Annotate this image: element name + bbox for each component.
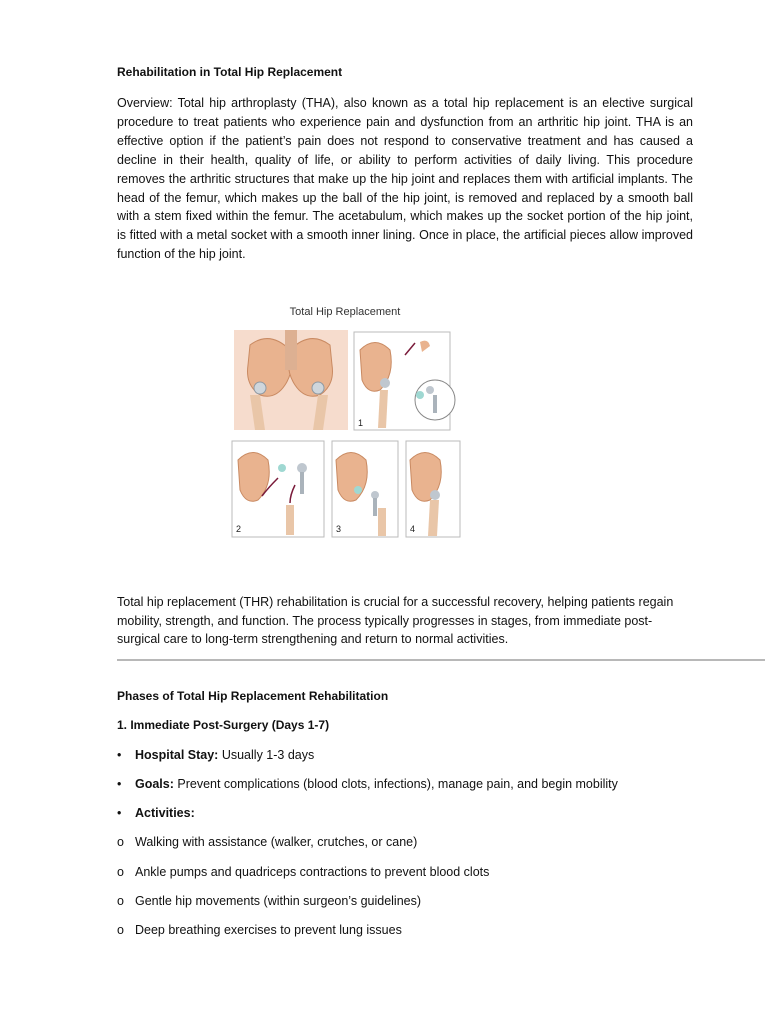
section-divider [117, 659, 765, 661]
panel-3 [332, 441, 398, 537]
subitem-text: Gentle hip movements (within surgeon’s guidelines) [135, 894, 422, 908]
overview-paragraph: Overview: Total hip arthroplasty (THA), also known as a total hip replacement is an elective surgical procedure to treat patients who experience pain and dysfunction from an arthritic hip joint. THA is an effective option if the patient’s pain does not respond to conservative treatment and has caused a decline in their health, quality of life, or ability to perform activities of daily living. This procedure removes the arthritic structures that make up the hip joint and replaces them with artificial implants. The head of the femur, which makes up the ball of the hip joint, is removed and replaced by a smooth ball with a stem fixed within the femur. The acetabulum, which makes up the socket portion of the hip joint, is fitted with a metal socket with a smooth inner lining. Once in place, the artificial pieces allow improved function of the hip joint. [117, 96, 693, 262]
panel-label-1: 1 [358, 418, 364, 428]
panel-label-3: 3 [336, 524, 342, 534]
bullet-text: Prevent complications (blood clots, infections), manage pain, and begin mobility [173, 777, 618, 791]
subitem-mark: o [117, 835, 124, 849]
panel-4 [406, 441, 460, 537]
subitem-mark: o [117, 865, 124, 879]
phase1-heading: 1. Immediate Post-Surgery (Days 1-7) [117, 718, 330, 732]
intro-paragraph: Total hip replacement (THR) rehabilitation is crucial for a successful recovery, helping patients regain mobility, strength, and function. The process typically progresses in stages, from immediate post-surgical care to long-term strengthening and return to normal activities. [117, 595, 674, 647]
bullet-label: Activities: [135, 806, 195, 820]
bullet-label: Goals: [135, 777, 174, 791]
bullet-mark: • [117, 777, 122, 791]
subitem-text: Deep breathing exercises to prevent lung issues [135, 923, 402, 937]
hip-replacement-illustration [230, 300, 462, 538]
panel-label-2: 2 [236, 524, 242, 534]
panel-label-4: 4 [410, 524, 416, 534]
subitem-mark: o [117, 923, 124, 937]
panel-1 [354, 332, 455, 430]
subitem-mark: o [117, 894, 124, 908]
subitem-text: Walking with assistance (walker, crutches, or cane) [135, 835, 418, 849]
bullet-label: Hospital Stay: [135, 748, 219, 762]
document-title: Rehabilitation in Total Hip Replacement [117, 65, 343, 79]
figure-title: Total Hip Replacement [289, 306, 401, 318]
phases-heading: Phases of Total Hip Replacement Rehabilitation [117, 689, 389, 703]
bullet-mark: • [117, 748, 122, 762]
bullet-text: Usually 1-3 days [218, 748, 315, 762]
subitem-text: Ankle pumps and quadriceps contractions to prevent blood clots [135, 865, 490, 879]
pelvis-panel [234, 330, 348, 430]
bullet-mark: • [117, 806, 122, 820]
panel-2 [232, 441, 324, 537]
